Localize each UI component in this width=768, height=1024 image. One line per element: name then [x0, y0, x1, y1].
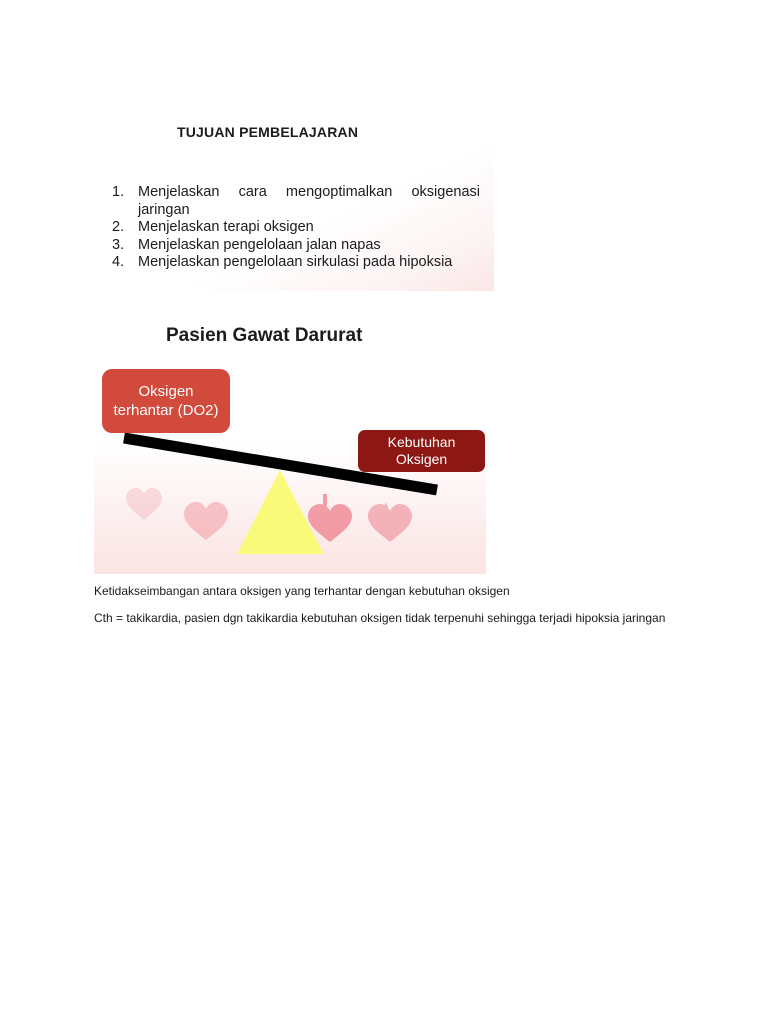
box-label-line: terhantar (DO2)	[113, 402, 219, 419]
heart-icon	[308, 494, 352, 542]
list-item-text: Menjelaskan terapi oksigen	[138, 219, 314, 235]
oxygen-demand-box	[358, 430, 485, 472]
balance-diagram-slide	[94, 312, 486, 574]
box-label-line: Oksigen	[138, 383, 194, 400]
list-item	[98, 184, 480, 219]
list-item	[98, 219, 480, 237]
heart-icon	[184, 502, 228, 540]
list-number: 1.	[112, 184, 125, 200]
list-item-text: Menjelaskan pengelolaan jalan napas	[138, 236, 381, 253]
oxygen-delivered-box	[102, 369, 230, 433]
list-item-text: Menjelaskan cara mengoptimalkan oksigenasi jaringan	[138, 184, 480, 218]
objectives-list	[98, 184, 480, 272]
list-item-text: Menjelaskan pengelolaan sirkulasi pada hipoksia	[138, 254, 453, 270]
box-label-line: Oksigen	[395, 451, 448, 467]
list-item	[98, 254, 480, 272]
slide-title: Pasien Gawat Darurat	[166, 325, 363, 346]
box-label-line: Kebutuhan	[387, 434, 456, 450]
list-number: 4.	[112, 254, 125, 270]
list-item	[98, 237, 480, 255]
heart-icon	[126, 488, 162, 520]
heart-icon	[368, 504, 412, 542]
paragraph-example: Cth = takikardia, pasien dgn takikardia kebutuhan oksigen tidak terpenuhi sehingga terjadi hipoksia jaringan	[94, 611, 666, 625]
list-number: 2.	[112, 219, 125, 235]
slide-title: TUJUAN PEMBELAJARAN	[177, 124, 359, 140]
list-number: 3.	[112, 236, 125, 253]
paragraph-imbalance: Ketidakseimbangan antara oksigen yang terhantar dengan kebutuhan oksigen	[94, 584, 510, 598]
learning-objectives-slide	[98, 100, 494, 291]
